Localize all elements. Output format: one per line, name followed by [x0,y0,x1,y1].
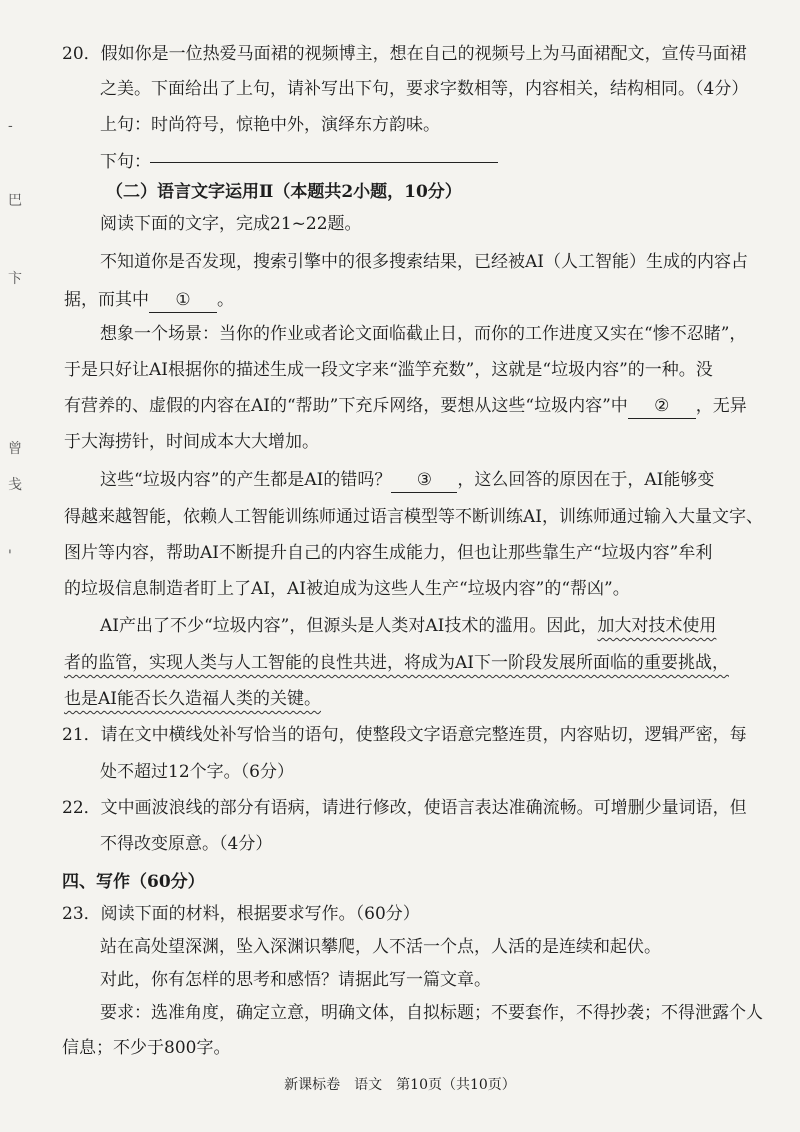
passage-p2-line1: 想象一个场景：当你的作业或者论文面临截止日，而你的工作进度又实在“惨不忍睹”， [100,324,747,344]
page-footer: 新课标卷 语文 第10页（共10页） [284,1077,516,1093]
passage-p4-line1: AI产出了不少“垃圾内容”，但源头是人类对AI技术的滥用。因此，加大对技术使用 [100,616,717,636]
passage-p1-line2: 据，而其中 ① 。 [64,288,234,313]
q23-prompt: 对此，你有怎样的思考和感悟？请据此写一篇文章。 [100,970,491,990]
q20-lower-label: 下句： [100,152,151,172]
blank-1[interactable]: ① [149,288,217,313]
section-heading-4: 四、写作（60分） [62,872,205,892]
q20-upper-sentence: 上句：时尚符号，惊艳中外，演绎东方韵味。 [100,115,440,135]
q23-requirements-1: 要求：选准角度，确定立意，明确文体，自拟标题；不要套作，不得抄袭；不得泄露个人 [100,1003,763,1023]
passage-p3-line4: 的垃圾信息制造者盯上了AI，AI被迫成为这些人生产“垃圾内容”的“帮凶”。 [64,579,630,599]
passage-p4-line3 [64,687,321,711]
blank-2[interactable]: ② [628,394,696,419]
margin-mark: 曾 [8,441,22,457]
q20-answer-line[interactable] [150,162,498,163]
wavy-underlined-text: 加大对技术使用 [597,616,717,636]
q21-line-2: 处不超过12个字。（6分） [100,762,294,782]
margin-mark: 戋 [8,477,22,493]
margin-mark: - [8,118,13,134]
q21-line-1: 21．请在文中横线处补写恰当的语句，使整段文字语意完整连贯，内容贴切，逻辑严密，每 [62,725,747,745]
margin-mark: ' [8,548,12,564]
q23-material: 站在高处望深渊，坠入深渊识攀爬，人不活一个点，人活的是连续和起伏。 [100,937,661,957]
passage-p3-line2: 得越来越智能，依赖人工智能训练师通过语言模型等不断训练AI，训练师通过输入大量文字、 [64,507,763,527]
q23-line-1: 23．阅读下面的材料，根据要求写作。（60分） [62,904,420,924]
passage-p2-line2: 于是只好让AI根据你的描述生成一段文字来“滥竽充数”，这就是“垃圾内容”的一种。没 [64,360,713,380]
q20-line-1: 20．假如你是一位热爱马面裙的视频博主，想在自己的视频号上为马面裙配文，宣传马面裙 [62,44,747,64]
margin-mark: 巴 [8,193,22,209]
passage-p2-line3: 有营养的、虚假的内容在AI的“帮助”下充斥网络，要想从这些“垃圾内容”中 ② ，无异 [64,394,747,419]
wavy-underlined-text: 也是AI能否长久造福人类的关键。 [64,689,321,709]
blank-3[interactable]: ③ [391,468,457,493]
passage-p2-line4: 于大海捞针，时间成本大大增加。 [64,432,319,452]
q23-requirements-2: 信息；不少于800字。 [62,1038,231,1058]
q20-line-2: 之美。下面给出了上句，请补写出下句，要求字数相等，内容相关，结构相同。（4分） [100,79,749,99]
passage-p1-line1: 不知道你是否发现，搜索引擎中的很多搜索结果，已经被AI（人工智能）生成的内容占 [100,252,748,272]
section-instruction: 阅读下面的文字，完成21~22题。 [100,214,362,234]
passage-p4-line2 [64,651,729,675]
q22-line-1: 22．文中画波浪线的部分有语病，请进行修改，使语言表达准确流畅。可增删少量词语，但 [62,798,747,818]
section-heading-2: （二）语言文字运用Ⅱ（本题共2小题，10分） [106,182,462,202]
q22-line-2: 不得改变原意。（4分） [100,834,273,854]
passage-p3-line3: 图片等内容，帮助AI不断提升自己的内容生成能力，但也让那些靠生产“垃圾内容”牟利 [64,543,713,563]
passage-p3-line1: 这些“垃圾内容”的产生都是AI的错吗？ ③ ，这么回答的原因在于，AI能够变 [100,468,714,493]
wavy-underlined-text: 者的监管，实现人类与人工智能的良性共进，将成为AI下一阶段发展所面临的重要挑战， [64,653,729,673]
margin-mark: 卞 [8,271,22,287]
